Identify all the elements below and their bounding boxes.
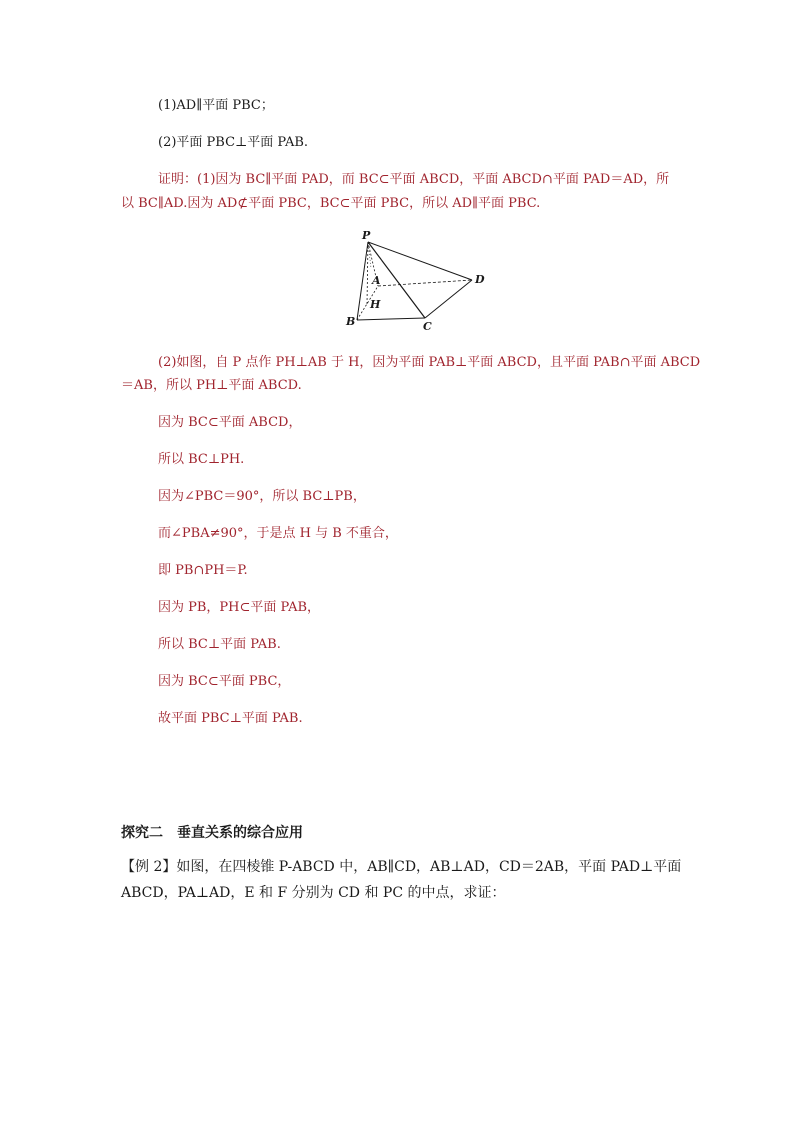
proof2-step: 所以 BC⊥平面 PAB.: [158, 637, 281, 652]
section-title: 探究二 垂直关系的综合应用: [121, 825, 303, 841]
edge-BC: [357, 318, 425, 320]
label-H: H: [370, 298, 381, 311]
proof2-step: 因为 PB，PH⊂平面 PAB，: [158, 600, 321, 615]
proof1-line2: 以 BC∥AD.因为 AD⊄平面 PBC，BC⊂平面 PBC，所以 AD∥平面 PBC.: [121, 196, 541, 211]
proof1-line1: 证明：(1)因为 BC∥平面 PAD，而 BC⊂平面 ABCD，平面 ABCD∩平面 PAD＝AD，所: [158, 172, 670, 187]
pyramid-diagram: [338, 228, 498, 336]
proof2-line2: ＝AB，所以 PH⊥平面 ABCD.: [121, 378, 302, 393]
proof2-step: 即 PB∩PH＝P.: [158, 563, 248, 578]
label-A: A: [372, 274, 381, 287]
pyramid-figure: [338, 228, 498, 336]
problem1-item2: (2)平面 PBC⊥平面 PAB.: [158, 135, 309, 150]
example2-line2: ABCD，PA⊥AD，E 和 F 分别为 CD 和 PC 的中点，求证：: [121, 885, 506, 901]
proof2-step: 故平面 PBC⊥平面 PAB.: [158, 711, 303, 726]
proof2-line1: (2)如图，自 P 点作 PH⊥AB 于 H，因为平面 PAB⊥平面 ABCD，且平面 PAB∩平面 ABCD: [158, 355, 701, 370]
edge-PD: [368, 242, 472, 280]
label-D: D: [475, 273, 485, 286]
proof2-step: 因为 BC⊂平面 ABCD，: [158, 415, 302, 430]
example2-line1: 【例 2】如图，在四棱锥 P-ABCD 中，AB∥CD，AB⊥AD，CD＝2AB，平面 PAD⊥平面: [121, 859, 682, 875]
label-P: P: [362, 229, 371, 242]
proof2-step: 所以 BC⊥PH.: [158, 452, 245, 467]
edge-CD: [425, 280, 472, 318]
proof2-step: 因为 BC⊂平面 PBC，: [158, 674, 291, 689]
problem1-item1: (1)AD∥平面 PBC；: [158, 98, 274, 113]
edge-PB: [357, 242, 368, 320]
proof2-step: 而∠PBA≠90°，于是点 H 与 B 不重合，: [158, 526, 398, 541]
label-C: C: [423, 320, 432, 333]
proof2-step: 因为∠PBC＝90°，所以 BC⊥PB，: [158, 489, 366, 504]
edge-AD: [378, 280, 472, 286]
label-B: B: [346, 315, 356, 328]
